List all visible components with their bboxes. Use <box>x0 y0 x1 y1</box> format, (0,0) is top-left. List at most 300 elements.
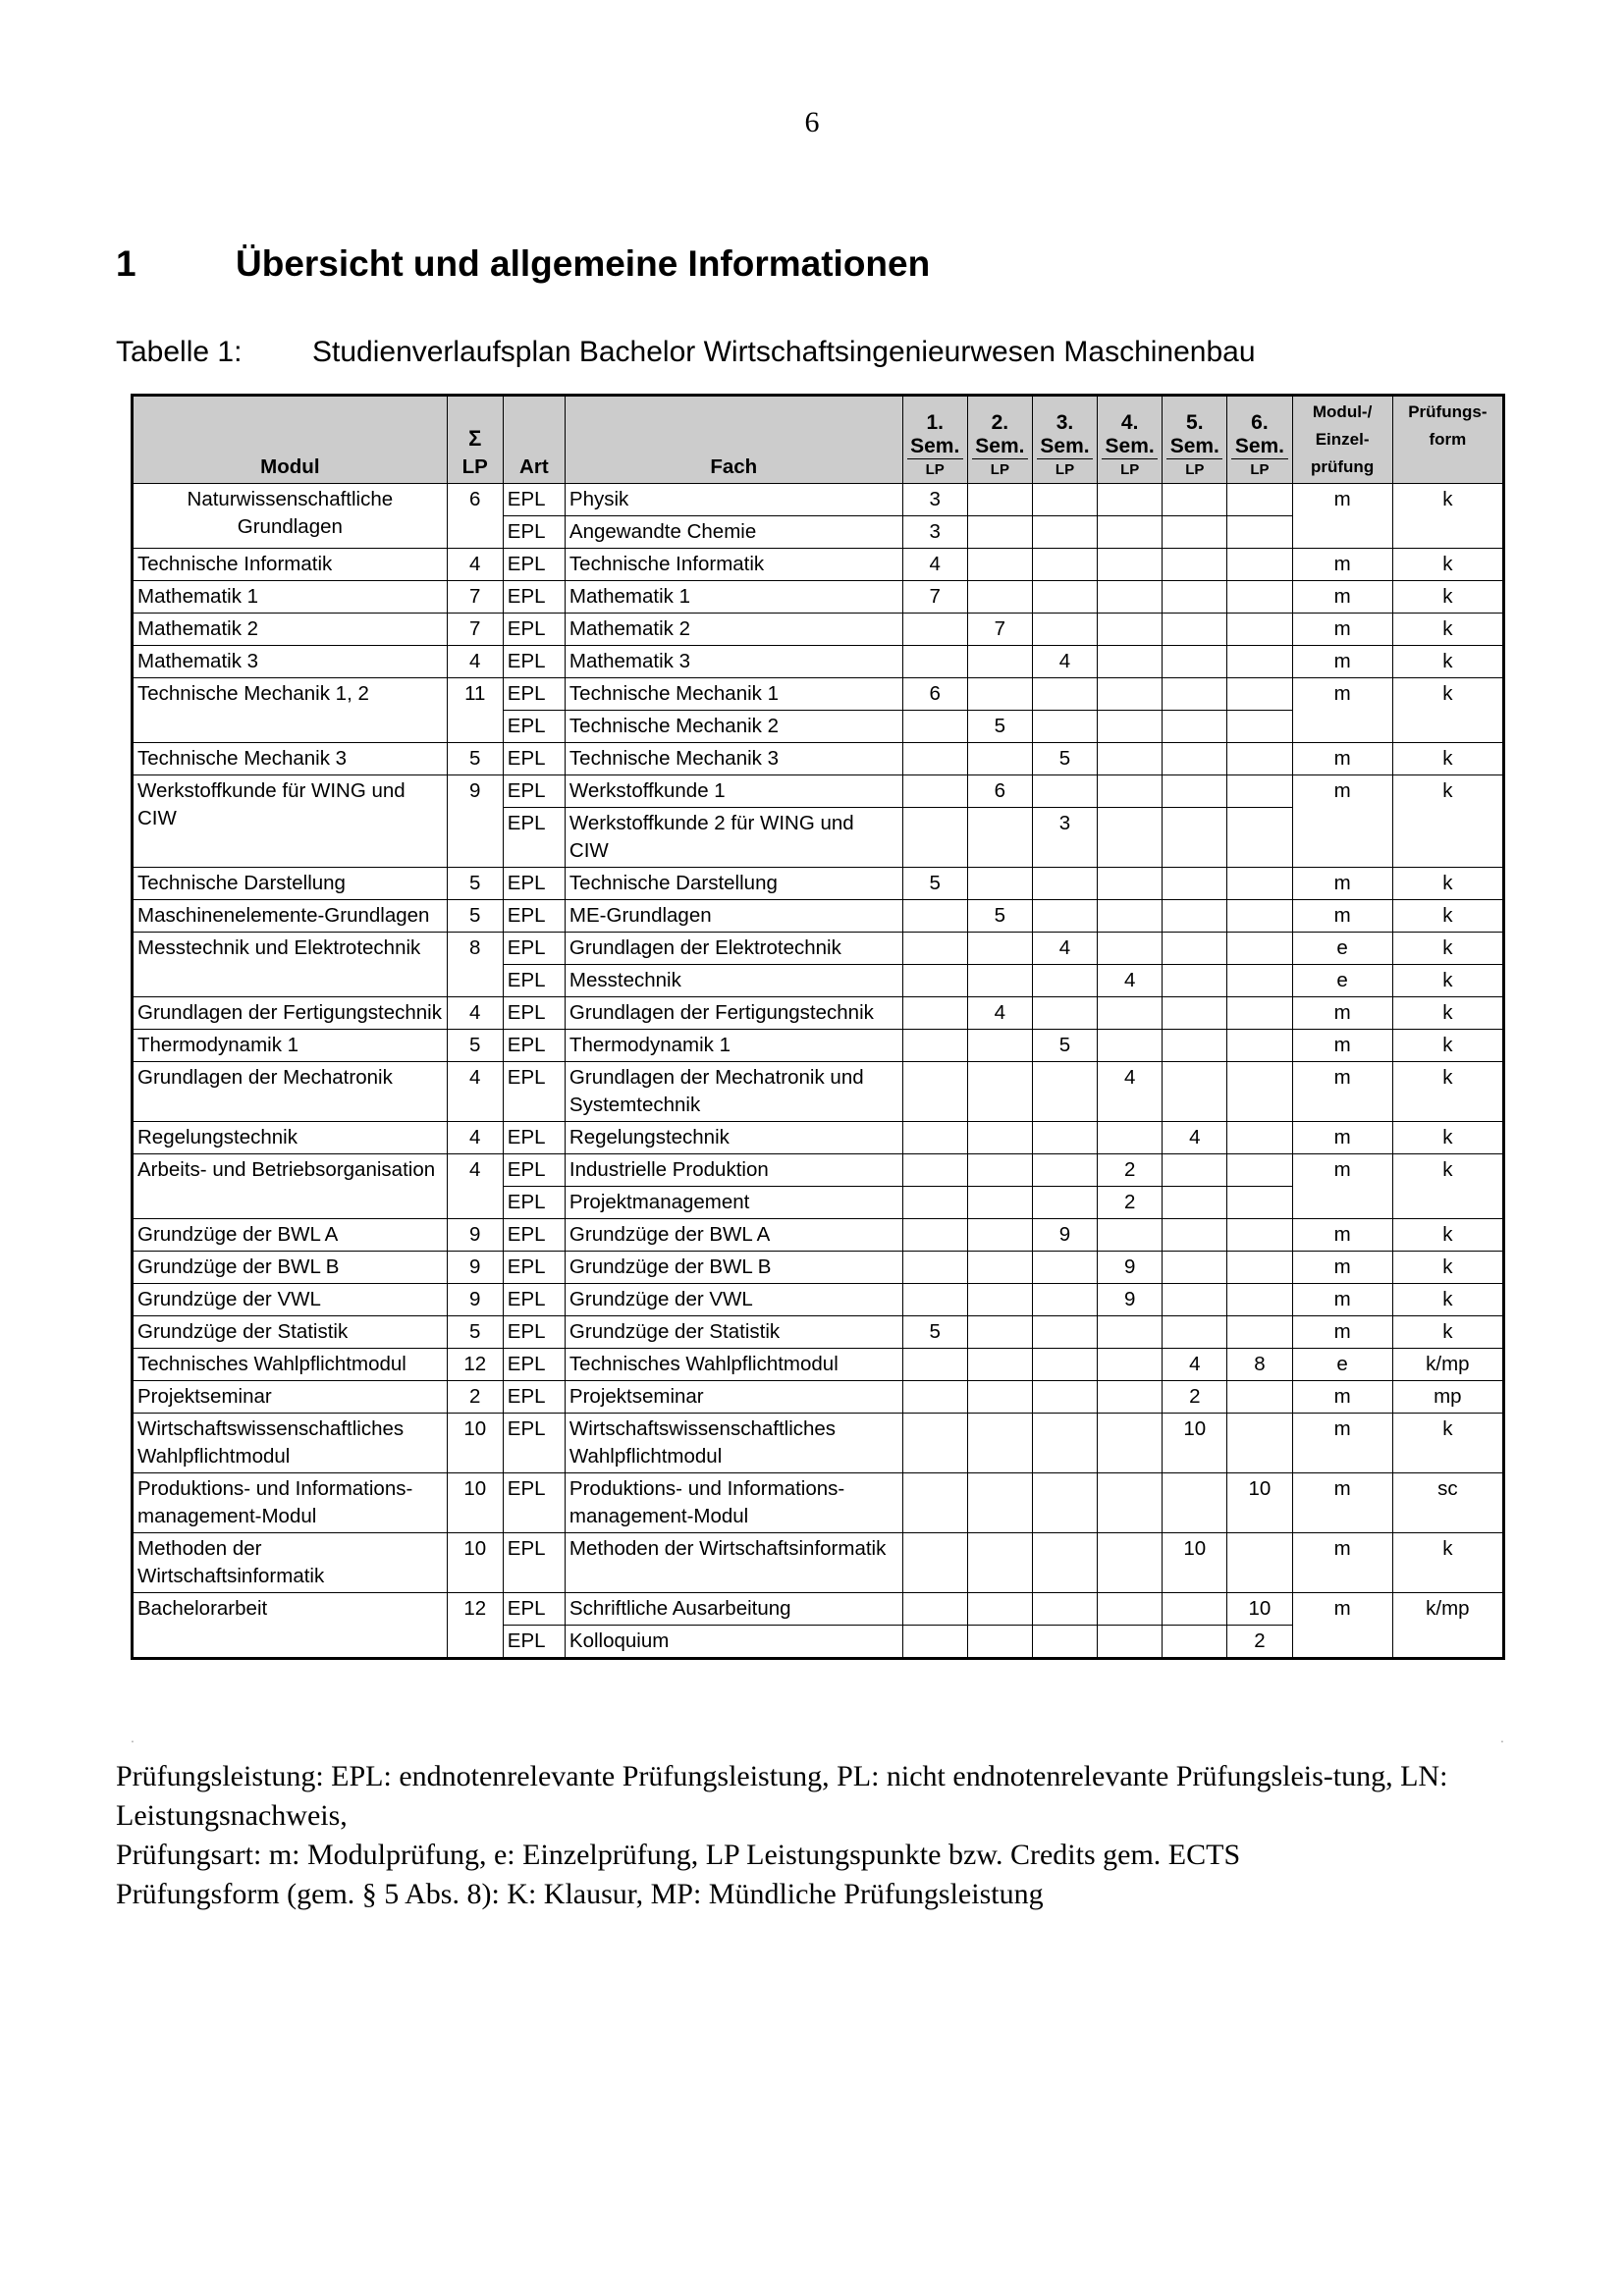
table-row <box>133 868 1504 900</box>
art-cell: EPL <box>503 1187 565 1219</box>
pruefung-cell: m <box>1292 1062 1392 1122</box>
pruefungsform-cell: k <box>1392 678 1503 743</box>
pruefung-cell: m <box>1292 1593 1392 1659</box>
fach-cell: Werkstoffkunde 1 <box>565 775 902 808</box>
sum-lp-cell: 5 <box>447 900 503 933</box>
pruefung-cell: m <box>1292 1316 1392 1349</box>
fach-cell: Methoden der Wirtschaftsinformatik <box>565 1533 902 1593</box>
sem-1-lp-cell <box>902 1187 967 1219</box>
sem-5-lp-cell <box>1163 1187 1227 1219</box>
sem-5-lp-cell <box>1163 614 1227 646</box>
pruefungsform-cell: k <box>1392 900 1503 933</box>
sem-2-lp-cell <box>967 965 1032 997</box>
pruefung-line-2: Einzel- <box>1315 430 1370 449</box>
pruefung-cell: m <box>1292 646 1392 678</box>
section-number: 1 <box>116 243 136 284</box>
table-caption-text: Studienverlaufsplan Bachelor Wirtschaftsingenieurwesen Maschinenbau <box>312 336 1256 368</box>
sem-3-number: 3. <box>1056 411 1074 434</box>
sem-3-lp-cell: 5 <box>1032 1030 1097 1062</box>
pruefungsform-cell: k <box>1392 1284 1503 1316</box>
sem-6-lp-cell <box>1227 1122 1292 1154</box>
sem-6-lp-cell <box>1227 1533 1292 1593</box>
sem-1-lp-cell <box>902 1284 967 1316</box>
modul-cell: Wirtschaftswissenschaftliches Wahlpflichtmodul <box>133 1414 448 1473</box>
pruefungsform-cell: k <box>1392 1219 1503 1252</box>
fach-cell: Technische Mechanik 1 <box>565 678 902 711</box>
sem-1-lp-cell <box>902 711 967 743</box>
sem-5-lp-cell <box>1163 965 1227 997</box>
sem-4-lp-cell <box>1098 678 1163 711</box>
sem-4-lp-cell: 9 <box>1098 1284 1163 1316</box>
sem-5-lp-cell <box>1163 1154 1227 1187</box>
sem-2-lp-cell: 6 <box>967 775 1032 808</box>
sum-lp-cell: 2 <box>447 1381 503 1414</box>
sem-6-lp-cell <box>1227 775 1292 808</box>
sem-5-lp-cell <box>1163 900 1227 933</box>
pruefung-cell: e <box>1292 1349 1392 1381</box>
table-row <box>133 1316 1504 1349</box>
art-cell: EPL <box>503 1284 565 1316</box>
sem-4-lp-cell <box>1098 1626 1163 1659</box>
sem-2-lp-cell <box>967 484 1032 516</box>
header-sum-lp <box>447 396 503 484</box>
fach-cell: Kolloquium <box>565 1626 902 1659</box>
pruefung-cell: m <box>1292 549 1392 581</box>
sem-1-lp-cell <box>902 965 967 997</box>
sem-1-lp-cell <box>902 933 967 965</box>
sem-5-lp-cell <box>1163 868 1227 900</box>
table-row <box>133 678 1504 711</box>
sem-5-lp-cell: 10 <box>1163 1533 1227 1593</box>
fach-cell: Mathematik 1 <box>565 581 902 614</box>
sem-4-lp-cell <box>1098 646 1163 678</box>
sem-4-lp-cell <box>1098 614 1163 646</box>
table-body <box>133 484 1504 1659</box>
sem-2-lp-cell <box>967 1381 1032 1414</box>
pruefungsform-cell: k <box>1392 581 1503 614</box>
sem-5-lp-cell: 4 <box>1163 1349 1227 1381</box>
sem-6-lp-cell <box>1227 549 1292 581</box>
table-row <box>133 1154 1504 1187</box>
sem-1-lp-cell <box>902 1062 967 1122</box>
sem-2-lp-cell <box>967 1122 1032 1154</box>
table-row <box>133 1414 1504 1473</box>
sem-4-lp-cell <box>1098 581 1163 614</box>
fach-cell: Mathematik 3 <box>565 646 902 678</box>
table-row <box>133 549 1504 581</box>
art-cell: EPL <box>503 900 565 933</box>
header-sem-2 <box>967 396 1032 484</box>
sem-6-unit: LP <box>1250 461 1270 478</box>
sem-2-lp-cell: 4 <box>967 997 1032 1030</box>
pruefung-cell: m <box>1292 900 1392 933</box>
table-row <box>133 1349 1504 1381</box>
sem-4-lp-cell <box>1098 1381 1163 1414</box>
sem-6-lp-cell <box>1227 614 1292 646</box>
sem-4-number: 4. <box>1120 411 1139 434</box>
pruefungsform-cell: mp <box>1392 1381 1503 1414</box>
table-row <box>133 933 1504 965</box>
sem-6-lp-cell <box>1227 1284 1292 1316</box>
modul-cell: Technische Informatik <box>133 549 448 581</box>
sem-2-lp-cell <box>967 1187 1032 1219</box>
sem-2-lp-cell <box>967 1473 1032 1533</box>
sem-1-lp-cell <box>902 775 967 808</box>
sum-lp-cell: 4 <box>447 1154 503 1219</box>
sem-1-lp-cell <box>902 1219 967 1252</box>
modul-cell: Technische Darstellung <box>133 868 448 900</box>
sem-1-lp-cell: 6 <box>902 678 967 711</box>
sum-lp-cell: 10 <box>447 1473 503 1533</box>
sum-lp-cell: 12 <box>447 1349 503 1381</box>
modul-cell: Regelungstechnik <box>133 1122 448 1154</box>
pruefung-cell: m <box>1292 1122 1392 1154</box>
modul-cell: Grundzüge der Statistik <box>133 1316 448 1349</box>
sem-1-lp-cell <box>902 1381 967 1414</box>
pruefung-cell: m <box>1292 1473 1392 1533</box>
sem-6-lp-cell: 2 <box>1227 1626 1292 1659</box>
sem-4-lp-cell <box>1098 1473 1163 1533</box>
sem-6-lp-cell: 8 <box>1227 1349 1292 1381</box>
header-pruefung <box>1292 396 1392 484</box>
fach-cell: Messtechnik <box>565 965 902 997</box>
sem-5-lp-cell <box>1163 1626 1227 1659</box>
sum-lp-cell: 4 <box>447 1122 503 1154</box>
fach-cell: Thermodynamik 1 <box>565 1030 902 1062</box>
art-cell: EPL <box>503 965 565 997</box>
sum-lp-cell: 9 <box>447 775 503 868</box>
fach-cell: Grundzüge der BWL B <box>565 1252 902 1284</box>
sem-3-lp-cell <box>1032 1122 1097 1154</box>
sem-3-lp-cell <box>1032 1187 1097 1219</box>
pruefungsform-cell: k <box>1392 743 1503 775</box>
sem-6-label: Sem. <box>1234 435 1285 457</box>
sem-2-lp-cell <box>967 1316 1032 1349</box>
sem-1-lp-cell <box>902 1593 967 1626</box>
sem-2-lp-cell <box>967 1030 1032 1062</box>
sem-5-lp-cell <box>1163 484 1227 516</box>
fach-cell: Regelungstechnik <box>565 1122 902 1154</box>
pruefung-cell: m <box>1292 1252 1392 1284</box>
sem-3-lp-cell <box>1032 775 1097 808</box>
sem-1-lp-cell <box>902 1349 967 1381</box>
sem-5-label: Sem. <box>1169 435 1219 457</box>
table-row <box>133 1030 1504 1062</box>
pruefungsform-cell: k <box>1392 614 1503 646</box>
sem-2-lp-cell <box>967 1062 1032 1122</box>
sem-1-lp-cell <box>902 1154 967 1187</box>
sem-2-lp-cell <box>967 1219 1032 1252</box>
art-cell: EPL <box>503 711 565 743</box>
sum-lp-cell: 9 <box>447 1252 503 1284</box>
sem-4-lp-cell <box>1098 516 1163 549</box>
footnote-block <box>116 1757 1510 1914</box>
sem-3-lp-cell <box>1032 1252 1097 1284</box>
fach-cell: Grundlagen der Mechatronik und Systemtechnik <box>565 1062 902 1122</box>
sem-3-lp-cell: 4 <box>1032 933 1097 965</box>
sem-2-lp-cell <box>967 868 1032 900</box>
sem-6-lp-cell <box>1227 1316 1292 1349</box>
modul-cell: Grundzüge der BWL B <box>133 1252 448 1284</box>
sum-lp-cell: 4 <box>447 646 503 678</box>
art-cell: EPL <box>503 1381 565 1414</box>
sem-3-lp-cell: 4 <box>1032 646 1097 678</box>
header-sem-6 <box>1227 396 1292 484</box>
sum-lp-cell: 10 <box>447 1533 503 1593</box>
sem-2-lp-cell <box>967 933 1032 965</box>
pruefung-cell: m <box>1292 743 1392 775</box>
modul-cell: Thermodynamik 1 <box>133 1030 448 1062</box>
header-sem-4 <box>1098 396 1163 484</box>
sem-6-lp-cell <box>1227 711 1292 743</box>
sem-2-lp-cell <box>967 549 1032 581</box>
sum-lp-cell: 4 <box>447 549 503 581</box>
sem-6-lp-cell <box>1227 678 1292 711</box>
sem-2-lp-cell <box>967 1626 1032 1659</box>
sem-5-lp-cell <box>1163 1316 1227 1349</box>
sem-6-lp-cell <box>1227 965 1292 997</box>
sem-3-lp-cell: 3 <box>1032 808 1097 868</box>
sem-5-lp-cell <box>1163 549 1227 581</box>
fach-cell: Technische Mechanik 2 <box>565 711 902 743</box>
modul-cell: Bachelorarbeit <box>133 1593 448 1659</box>
table-foot-mark-right: . <box>1500 1730 1504 1745</box>
sem-4-lp-cell <box>1098 1593 1163 1626</box>
pruefung-cell: m <box>1292 484 1392 549</box>
sem-3-lp-cell <box>1032 1593 1097 1626</box>
table-header-row <box>133 396 1504 484</box>
sem-1-lp-cell <box>902 743 967 775</box>
table-row <box>133 1284 1504 1316</box>
sem-2-lp-cell <box>967 581 1032 614</box>
pruefung-cell: m <box>1292 1219 1392 1252</box>
pruefung-cell: m <box>1292 581 1392 614</box>
art-cell: EPL <box>503 997 565 1030</box>
sem-4-lp-cell <box>1098 1414 1163 1473</box>
table-row <box>133 1122 1504 1154</box>
sem-2-unit: LP <box>990 461 1009 478</box>
art-cell: EPL <box>503 1626 565 1659</box>
pruefungsform-cell: k <box>1392 1533 1503 1593</box>
sem-2-lp-cell <box>967 1414 1032 1473</box>
art-cell: EPL <box>503 1122 565 1154</box>
pruefungsform-cell: k <box>1392 1252 1503 1284</box>
sem-5-lp-cell <box>1163 1473 1227 1533</box>
sem-1-lp-cell <box>902 1533 967 1593</box>
sem-4-label: Sem. <box>1105 435 1155 457</box>
sem-6-number: 6. <box>1251 411 1269 434</box>
sem-3-lp-cell <box>1032 1349 1097 1381</box>
fach-cell: Physik <box>565 484 902 516</box>
sem-1-label: Sem. <box>910 435 960 457</box>
page-number: 6 <box>804 106 820 138</box>
sem-6-lp-cell <box>1227 1154 1292 1187</box>
fach-cell: Schriftliche Ausarbeitung <box>565 1593 902 1626</box>
pruefung-cell: m <box>1292 1381 1392 1414</box>
sem-1-lp-cell <box>902 1414 967 1473</box>
table-row <box>133 581 1504 614</box>
footnote-pruefungsart: Prüfungsart: m: Modulprüfung, e: Einzelprüfung, LP Leistungspunkte bzw. Credits gem. ECTS <box>116 1839 1241 1871</box>
sem-3-lp-cell <box>1032 549 1097 581</box>
fach-cell: Technische Mechanik 3 <box>565 743 902 775</box>
sem-3-lp-cell <box>1032 678 1097 711</box>
sum-lp-cell: 5 <box>447 1316 503 1349</box>
pruefung-line-3: prüfung <box>1311 457 1375 476</box>
sem-5-lp-cell <box>1163 933 1227 965</box>
sem-5-lp-cell <box>1163 743 1227 775</box>
header-modul: Modul <box>133 396 448 484</box>
sem-4-lp-cell: 4 <box>1098 1062 1163 1122</box>
modul-cell: Technisches Wahlpflichtmodul <box>133 1349 448 1381</box>
sem-4-lp-cell: 4 <box>1098 965 1163 997</box>
sem-2-lp-cell <box>967 646 1032 678</box>
pruefungsform-cell: k <box>1392 775 1503 868</box>
sem-6-lp-cell <box>1227 808 1292 868</box>
sem-2-lp-cell <box>967 1593 1032 1626</box>
art-cell: EPL <box>503 1252 565 1284</box>
fach-cell: Technische Darstellung <box>565 868 902 900</box>
sem-3-lp-cell <box>1032 614 1097 646</box>
sem-4-lp-cell <box>1098 549 1163 581</box>
modul-cell: Grundzüge der BWL A <box>133 1219 448 1252</box>
pruefungsform-cell: k/mp <box>1392 1349 1503 1381</box>
sem-6-lp-cell <box>1227 516 1292 549</box>
pruefungsform-cell: k <box>1392 549 1503 581</box>
sem-3-lp-cell <box>1032 1414 1097 1473</box>
sum-lp-cell: 9 <box>447 1284 503 1316</box>
sem-3-lp-cell <box>1032 516 1097 549</box>
pruefungsform-cell: k <box>1392 1122 1503 1154</box>
pruefungsform-cell: sc <box>1392 1473 1503 1533</box>
table-row <box>133 1593 1504 1626</box>
sem-6-lp-cell <box>1227 1381 1292 1414</box>
fach-cell: Industrielle Produktion <box>565 1154 902 1187</box>
sem-1-lp-cell: 3 <box>902 516 967 549</box>
sem-1-lp-cell <box>902 614 967 646</box>
table-row <box>133 484 1504 516</box>
table-row <box>133 775 1504 808</box>
sem-4-lp-cell <box>1098 1030 1163 1062</box>
header-sem-5 <box>1163 396 1227 484</box>
sem-4-lp-cell: 2 <box>1098 1154 1163 1187</box>
sem-3-lp-cell <box>1032 965 1097 997</box>
sem-5-lp-cell: 10 <box>1163 1414 1227 1473</box>
pruefungsform-cell: k/mp <box>1392 1593 1503 1659</box>
sem-6-lp-cell <box>1227 933 1292 965</box>
sem-1-lp-cell <box>902 646 967 678</box>
sem-3-lp-cell <box>1032 581 1097 614</box>
sem-3-lp-cell <box>1032 900 1097 933</box>
sem-3-lp-cell <box>1032 1473 1097 1533</box>
form-line-1: Prüfungs- <box>1408 402 1488 421</box>
sem-4-lp-cell <box>1098 711 1163 743</box>
sem-2-lp-cell: 5 <box>967 711 1032 743</box>
footnote-pruefungsform: Prüfungsform (gem. § 5 Abs. 8): K: Klausur, MP: Mündliche Prüfungsleistung <box>116 1878 1044 1910</box>
modul-cell: Mathematik 3 <box>133 646 448 678</box>
art-cell: EPL <box>503 1219 565 1252</box>
sem-4-lp-cell <box>1098 808 1163 868</box>
modul-cell: Werkstoffkunde für WING und CIW <box>133 775 448 868</box>
table-row <box>133 1252 1504 1284</box>
sem-3-lp-cell <box>1032 484 1097 516</box>
section-title: Übersicht und allgemeine Informationen <box>236 243 931 284</box>
sem-4-lp-cell <box>1098 1219 1163 1252</box>
sem-1-lp-cell <box>902 997 967 1030</box>
fach-cell: ME-Grundlagen <box>565 900 902 933</box>
sem-2-lp-cell <box>967 1154 1032 1187</box>
art-cell: EPL <box>503 868 565 900</box>
pruefung-cell: m <box>1292 868 1392 900</box>
pruefungsform-cell: k <box>1392 933 1503 965</box>
sem-6-lp-cell <box>1227 1414 1292 1473</box>
sem-2-lp-cell <box>967 1533 1032 1593</box>
sem-5-number: 5. <box>1186 411 1204 434</box>
sem-5-lp-cell <box>1163 775 1227 808</box>
sum-lp-cell: 4 <box>447 1062 503 1122</box>
art-cell: EPL <box>503 1593 565 1626</box>
sem-6-lp-cell: 10 <box>1227 1593 1292 1626</box>
table-row <box>133 1473 1504 1533</box>
pruefungsform-cell: k <box>1392 997 1503 1030</box>
pruefung-cell: e <box>1292 933 1392 965</box>
art-cell: EPL <box>503 808 565 868</box>
sem-3-lp-cell <box>1032 868 1097 900</box>
sem-5-lp-cell <box>1163 1030 1227 1062</box>
table-caption-label: Tabelle 1: <box>116 336 243 368</box>
art-cell: EPL <box>503 1316 565 1349</box>
sem-6-lp-cell <box>1227 900 1292 933</box>
sem-1-lp-cell <box>902 808 967 868</box>
sem-2-lp-cell <box>967 1349 1032 1381</box>
sem-4-lp-cell <box>1098 775 1163 808</box>
sem-3-lp-cell <box>1032 1284 1097 1316</box>
art-cell: EPL <box>503 516 565 549</box>
sem-4-lp-cell <box>1098 484 1163 516</box>
modul-cell: Mathematik 1 <box>133 581 448 614</box>
pruefung-line-1: Modul-/ <box>1312 402 1373 421</box>
pruefung-cell: m <box>1292 1533 1392 1593</box>
footnote-pruefungsleistung: Prüfungsleistung: EPL: endnotenrelevante Prüfungsleistung, PL: nicht endnotenrelevante Prüfungsleis-tung, LN: Leistungsnachweis, <box>116 1760 1448 1832</box>
sem-3-lp-cell <box>1032 711 1097 743</box>
pruefung-cell: e <box>1292 965 1392 997</box>
table-row <box>133 1219 1504 1252</box>
sem-2-lp-cell <box>967 516 1032 549</box>
sem-2-lp-cell: 5 <box>967 900 1032 933</box>
sem-4-lp-cell <box>1098 868 1163 900</box>
table-row <box>133 1381 1504 1414</box>
sem-2-lp-cell <box>967 678 1032 711</box>
sem-3-lp-cell <box>1032 1316 1097 1349</box>
table-row <box>133 900 1504 933</box>
sem-4-lp-cell <box>1098 1122 1163 1154</box>
sem-4-lp-cell <box>1098 1533 1163 1593</box>
modul-cell: Methoden der Wirtschaftsinformatik <box>133 1533 448 1593</box>
sem-1-lp-cell <box>902 900 967 933</box>
sem-4-lp-cell <box>1098 743 1163 775</box>
modul-cell: Naturwissenschaftliche Grundlagen <box>133 484 448 549</box>
sem-4-lp-cell <box>1098 997 1163 1030</box>
art-cell: EPL <box>503 775 565 808</box>
art-cell: EPL <box>503 614 565 646</box>
sem-4-unit: LP <box>1120 461 1140 478</box>
art-cell: EPL <box>503 1473 565 1533</box>
sem-6-lp-cell <box>1227 581 1292 614</box>
modul-cell: Maschinenelemente-Grundlagen <box>133 900 448 933</box>
sem-5-unit: LP <box>1185 461 1205 478</box>
sem-3-lp-cell <box>1032 997 1097 1030</box>
sem-2-lp-cell <box>967 743 1032 775</box>
sem-5-lp-cell <box>1163 808 1227 868</box>
